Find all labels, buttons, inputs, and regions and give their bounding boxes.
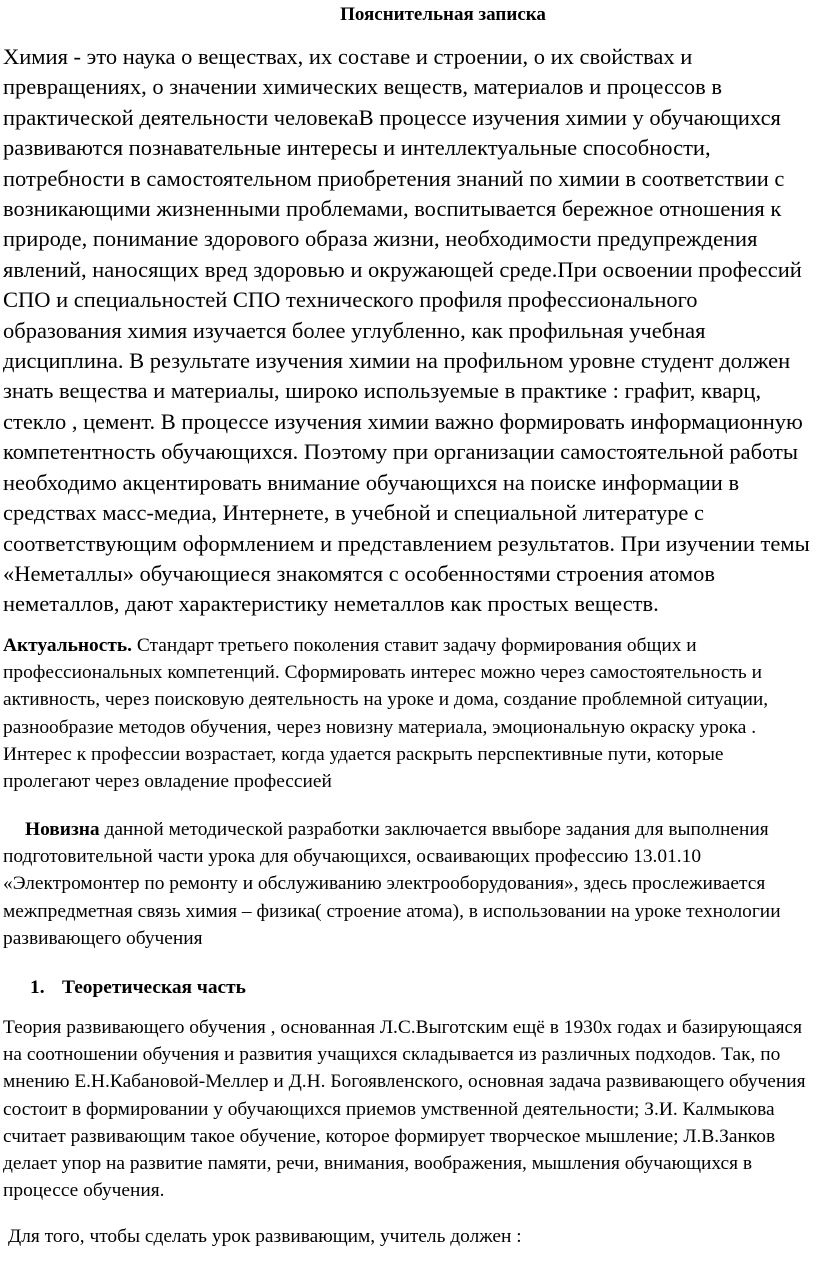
- section-number: 1.: [30, 977, 45, 998]
- novelty-label: Новизна: [25, 819, 100, 840]
- intro-paragraph: Химия - это наука о веществах, их составе и строении, о их свойствах и превращениях, о значении химических веществ, материалов и процессов в практической деятельности человекаВ процессе изучения химии у обучающихся развиваются познавательные интересы и интеллектуальные способности, потребности в самостоятельном приобретения знаний по химии в соответствии с возникающими жизненными проблемами, воспитывается бережное отношения к природе, понимание здорового образа жизни, необходимости предупреждения явлений, наносящих вред здоровью и окружающей среде.При освоении профессий СПО и специальностей СПО технического профиля профессионального образования химия изучается более углубленно, как профильная учебная дисциплина. В результате изучения химии на профильном уровне студент должен знать вещества и материалы, широко используемые в практике : графит, кварц, стекло , цемент. В процессе изучения химии важно формировать информационную компетентность обучающихся. Поэтому при организации самостоятельной работы необходимо акцентировать внимание обучающихся на поиске информации в средствах масс-медиа, Интернете, в учебной и специальной литературе с соответствующим оформлением и представлением результатов. При изучении темы «Неметаллы» обучающиеся знакомятся с особенностями строения атомов неметаллов, дают характеристику неметаллов как простых веществ.: [3, 44, 810, 617]
- novelty-paragraph: [3, 816, 815, 952]
- actuality-label: Актуальность.: [3, 635, 132, 656]
- section-heading-theory: [30, 974, 246, 1001]
- actuality-text: Стандарт третьего поколения ставит задачу формирования общих и профессиональных компетенций. Сформировать интерес можно через самостоятельность и активность, через поисковую деятельность на уроке и дома, создание проблемной ситуации, разнообразие методов обучения, через новизну материала, эмоциональную окраску урока . Интерес к профессии возрастает, когда удается раскрыть перспективные пути, которые пролегают через овладение профессией: [3, 635, 769, 793]
- actuality-paragraph: [3, 632, 815, 795]
- theory-paragraph: Теория развивающего обучения , основанная Л.С.Выготским ещё в 1930х годах и базирующаяся на соотношении обучения и развития учащихся складывается из различных подходов. Так, по мнению Е.Н.Кабановой-Меллер и Д.Н. Богоявленского, основная задача развивающего обучения состоит в формировании у обучающихся приемов умственной деятельности; З.И. Калмыкова считает развивающим такое обучение, которое формирует творческое мышление; Л.В.Занков делает упор на развитие памяти, речи, внимания, воображения, мышления обучающихся в процессе обучения.: [3, 1017, 806, 1202]
- teacher-line: Для того, чтобы сделать урок развивающим, учитель должен :: [8, 1226, 522, 1247]
- section-title: Теоретическая часть: [62, 977, 246, 998]
- novelty-text: данной методической разработки заключается ввыборе задания для выполнения подготовительной части урока для обучающихся, осваивающих профессию 13.01.10 «Электромонтер по ремонту и обслуживанию электрооборудования», здесь прослеживается межпредметная связь химия – физика( строение атома), в использовании на уроке технологии развивающего обучения: [3, 819, 781, 949]
- document-title: Пояснительная записка: [340, 4, 546, 25]
